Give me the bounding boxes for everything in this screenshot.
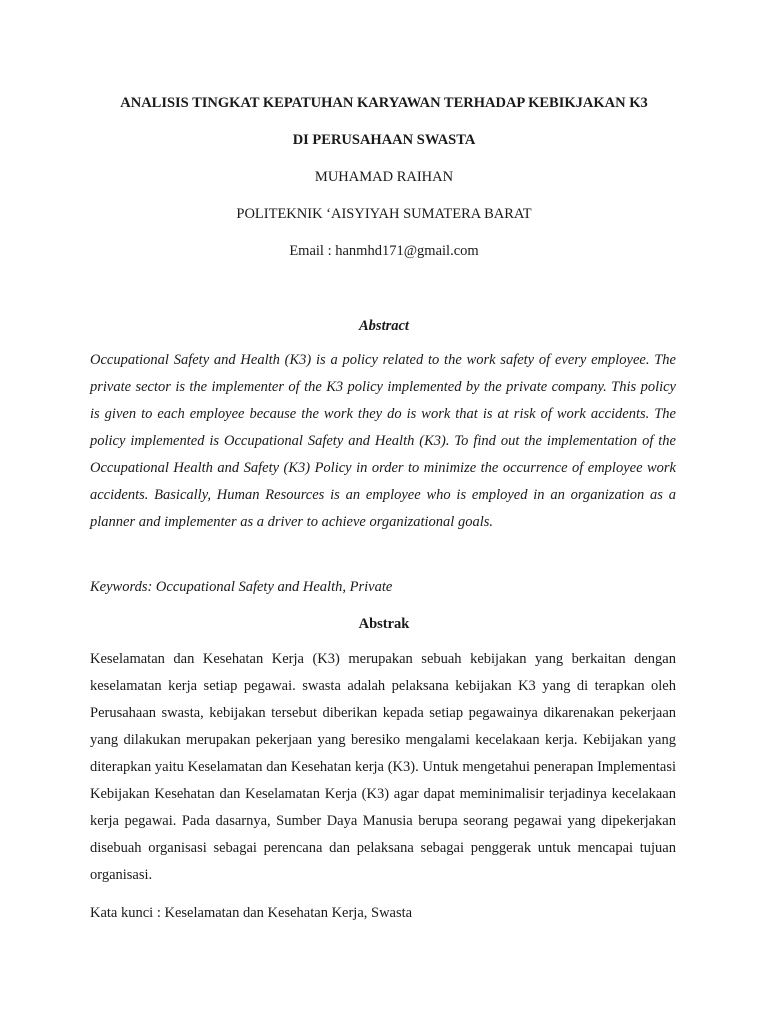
- author-institution: POLITEKNIK ‘AISYIYAH SUMATERA BARAT: [236, 206, 532, 222]
- abstrak-heading: Abstrak: [358, 616, 410, 632]
- author-email: Email : hanmhd171@gmail.com: [289, 243, 479, 259]
- author-name: MUHAMAD RAIHAN: [314, 169, 454, 185]
- abstrak-body: Keselamatan dan Kesehatan Kerja (K3) merupakan sebuah kebijakan yang berkaitan dengan keselamatan kerja setiap pegawai. swasta adalah pelaksana kebijakan K3 yang di terapkan oleh Perusahaan swasta, kebijakan tersebut diberikan kepada setiap pegawainya dikarenakan pekerjaan yang dilakukan merupakan pekerjaan yang beresiko mengalami kecelakaan kerja. Kebijakan yang diterapkan yaitu Keselamatan dan Kesehatan kerja (K3). Untuk mengetahui penerapan Implementasi Kebijakan Kesehatan dan Keselamatan Kerja (K3) agar dapat meminimalisir terjadinya kecelakaan kerja pegawai. Pada dasarnya, Sumber Daya Manusia berupa seorang pegawai yang dipekerjakan disebuah organisasi sebagai perencana dan pelaksana sebagai penggerak untuk mencapai tujuan organisasi.: [90, 651, 676, 883]
- abstract-body: Occupational Safety and Health (K3) is a policy related to the work safety of every employee. The private sector is the implementer of the K3 policy implemented by the private company. This policy is given to each employee because the work they do is work that is at risk of work accidents. The policy implemented is Occupational Safety and Health (K3). To find out the implementation of the Occupational Health and Safety (K3) Policy in order to minimize the occurrence of employee work accidents. Basically, Human Resources is an employee who is employed in an organization as a planner and implementer as a driver to achieve organizational goals.: [90, 352, 676, 530]
- paper-title-line-2: DI PERUSAHAAN SWASTA: [292, 132, 476, 148]
- paper-title-line-1: ANALISIS TINGKAT KEPATUHAN KARYAWAN TERHADAP KEBIKJAKAN K3: [120, 95, 648, 111]
- abstract-keywords: Keywords: Occupational Safety and Health, Private: [90, 579, 393, 595]
- abstract-heading: Abstract: [359, 318, 409, 334]
- abstrak-keywords: Kata kunci : Keselamatan dan Kesehatan Kerja, Swasta: [90, 905, 413, 921]
